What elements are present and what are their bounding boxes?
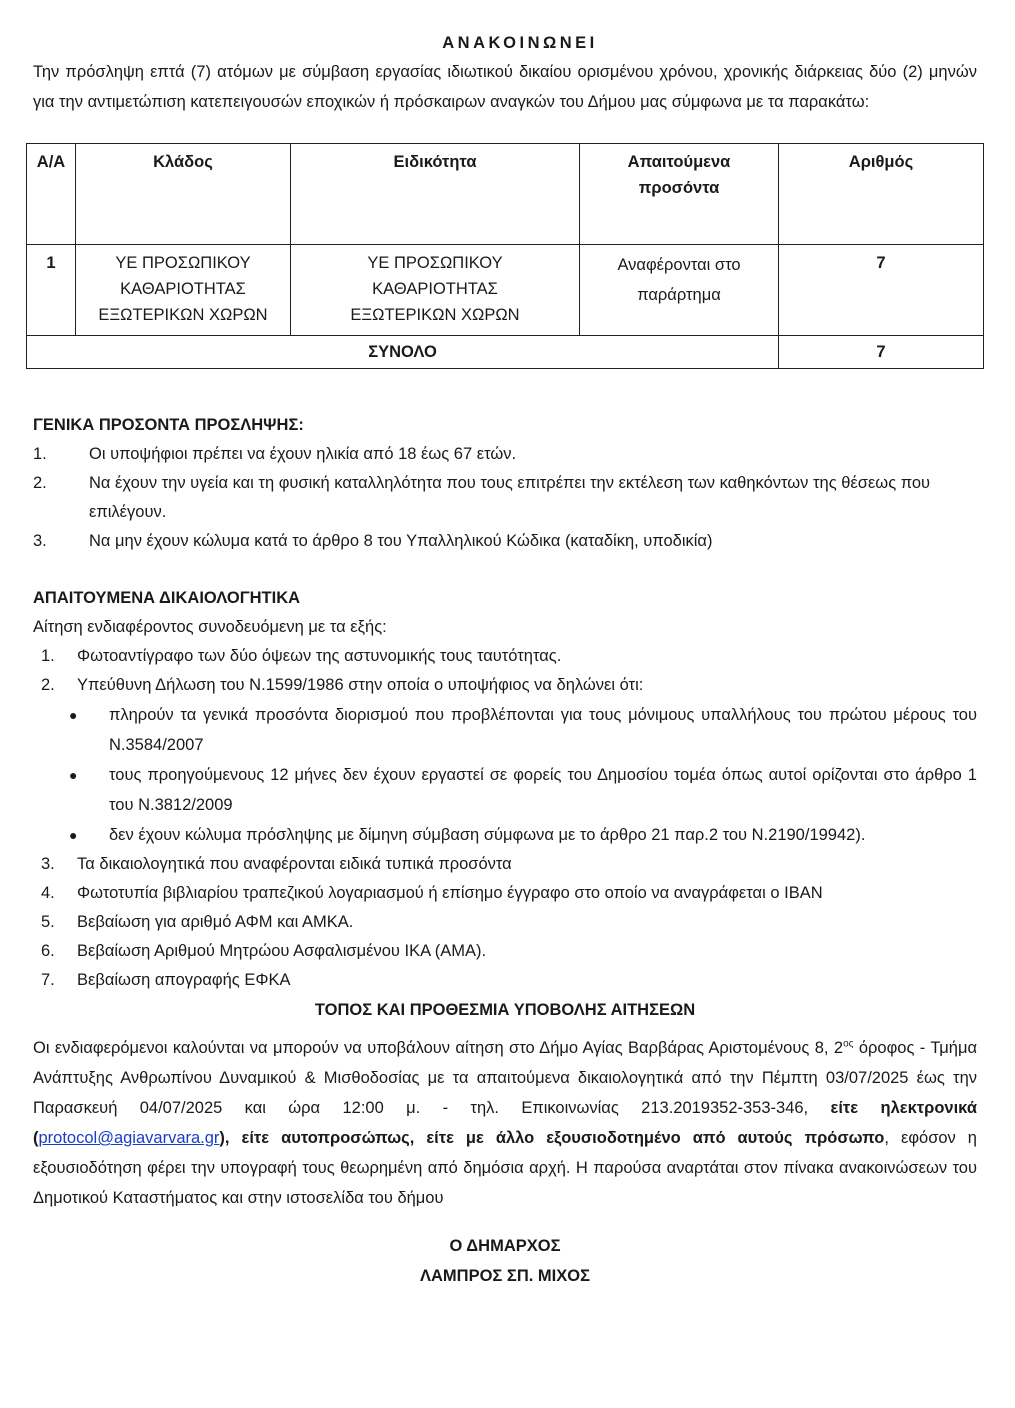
cell-aa: 1 [27, 245, 76, 336]
required-documents-lead: Αίτηση ενδιαφέροντος συνοδευόμενη με τα εξής: [33, 618, 387, 636]
list-item: 3. Τα δικαιολογητικά που αναφέρονται ειδικά τυπικά προσόντα [41, 855, 512, 873]
total-value: 7 [779, 336, 984, 369]
bullet-item: ● δεν έχουν κώλυμα πρόσληψης με δίμηνη σύμβαση σύμφωνα με το άρθρο 21 παρ.2 του Ν.2190/19942). [33, 820, 977, 850]
list-item: 7. Βεβαίωση απογραφής ΕΦΚΑ [41, 971, 291, 989]
signature-block [33, 1231, 977, 1291]
list-item: 3. Να μην έχουν κώλυμα κατά το άρθρο 8 του Υπαλληλικού Κώδικα (καταδίκη, υποδικία) [33, 532, 713, 550]
required-documents-list [33, 642, 977, 700]
submission-paragraph: Οι ενδιαφερόμενοι καλούνται να μπορούν να υποβάλουν αίτηση στο Δήμο Αγίας Βαρβάρας Αριστομένους 8, $2^{o\varsigma}$ όροφος - Τμήμα Ανάπτυξης Ανθρωπίνου Δυναμικού & Μισθοδοσίας με τα απαιτούμενα δικαιολογητικά από την Πέμπτη 03/07/2025 έως την Παρασκευή 04/07/2025 και ώρα 12:00 μ. - τηλ. Επικοινωνίας 213.2019352-353-346, είτε ηλεκτρονικά (protocol@agiavarvara.gr), είτε αυτοπροσώπως, είτε με άλλο εξουσιοδοτημένο από αυτούς πρόσωπο, εφόσον η εξουσιοδότηση φέρει την υπογραφή τους θεωρημένη από δημόσια αρχή. Η παρούσα αναρτάται στον πίνακα ανακοινώσεων του Δημοτικού Καταστήματος και στην ιστοσελίδα του δήμου [33, 1038, 977, 1207]
submission-title: ΤΟΠΟΣ ΚΑΙ ΠΡΟΘΕΣΜΙΑ ΥΠΟΒΟΛΗΣ ΑΙΤΗΣΕΩΝ [314, 1001, 696, 1019]
required-documents-list-continued [33, 850, 977, 995]
list-item: 1. Οι υποψήφιοι πρέπει να έχουν ηλικία από 18 έως 67 ετών. [33, 445, 517, 463]
list-item: 2. Να έχουν την υγεία και τη φυσική καταλληλότητα που τους επιτρέπει την εκτέλεση των καθηκόντων της θέσεως που επιλέγουν. [33, 474, 931, 521]
list-item: 1. Φωτοαντίγραφο των δύο όψεων της αστυνομικής τους ταυτότητας. [41, 647, 562, 665]
table-total-row [27, 336, 984, 369]
bullet-icon: ● [69, 827, 78, 843]
header-klados: Κλάδος [76, 144, 291, 245]
bullet-item: ● τους προηγούμενους 12 μήνες δεν έχουν εργαστεί σε φορείς του Δημοσίου τομέα όπως αυτοί ορίζονται στο άρθρο 1 του Ν.3812/2009 [33, 760, 977, 820]
bullet-item: ● πληρούν τα γενικά προσόντα διορισμού που προβλέπονται για τους μόνιμους υπαλλήλους του πρώτου μέρους του Ν.3584/2007 [33, 700, 977, 760]
bullet-icon: ● [69, 707, 78, 723]
list-item: 4. Φωτοτυπία βιβλιαρίου τραπεζικού λογαριασμού ή επίσημο έγγραφο στο οποίο να αναγράφεται ο IBAN [41, 884, 823, 902]
header-aa: Α/Α [27, 144, 76, 245]
required-documents-title: ΑΠΑΙΤΟΥΜΕΝΑ ΔΙΚΑΙΟΛΟΓΗΤΙΚΑ [33, 589, 301, 607]
cell-klados: ΥΕ ΠΡΟΣΩΠΙΚΟΥ ΚΑΘΑΡΙΟΤΗΤΑΣ ΕΞΩΤΕΡΙΚΩΝ ΧΩΡΩΝ [76, 245, 291, 336]
cell-eidikotita: ΥΕ ΠΡΟΣΩΠΙΚΟΥ ΚΑΘΑΡΙΟΤΗΤΑΣ ΕΞΩΤΕΡΙΚΩΝ ΧΩΡΩΝ [291, 245, 580, 336]
declaration-bullets [33, 700, 977, 850]
intro-paragraph: Την πρόσληψη επτά (7) ατόμων με σύμβαση εργασίας ιδιωτικού δικαίου ορισμένου χρόνου, χρονικής διάρκειας δύο (2) μηνών για την αντιμετώπιση κατεπειγουσών εποχικών ή πρόσκαιρων αναγκών του Δήμου μας σύμφωνα με τα παρακάτω: [33, 63, 977, 111]
total-label: ΣΥΝΟΛΟ [27, 336, 779, 369]
general-qualifications-list [33, 440, 977, 556]
list-item: 5. Βεβαίωση για αριθμό ΑΦΜ και ΑΜΚΑ. [41, 913, 354, 931]
header-eidikotita: Ειδικότητα [291, 144, 580, 245]
page-title: ΑΝΑΚΟΙΝΩΝΕΙ [442, 34, 598, 52]
positions-table [26, 143, 984, 369]
table-header-row [27, 144, 984, 245]
bullet-icon: ● [69, 767, 78, 783]
signature-role: Ο ΔΗΜΑΡΧΟΣ [449, 1237, 561, 1255]
header-prosonta: Απαιτούμενα προσόντα [580, 144, 779, 245]
list-item: 6. Βεβαίωση Αριθμού Μητρώου Ασφαλισμένου ΙΚΑ (ΑΜΑ). [41, 942, 487, 960]
signature-name: ΛΑΜΠΡΟΣ ΣΠ. ΜΙΧΟΣ [420, 1267, 590, 1285]
cell-prosonta: Αναφέρονται στο παράρτημα [580, 245, 779, 336]
list-item: 2. Υπεύθυνη Δήλωση του Ν.1599/1986 στην οποία ο υποψήφιος να δηλώνει ότι: [41, 676, 644, 694]
general-qualifications-title: ΓΕΝΙΚΑ ΠΡΟΣΟΝΤΑ ΠΡΟΣΛΗΨΗΣ: [33, 416, 304, 434]
table-row [27, 245, 984, 336]
announcement-document [33, 28, 977, 1291]
header-arithmos: Αριθμός [779, 144, 984, 245]
cell-arithmos: 7 [779, 245, 984, 336]
email-link[interactable]: protocol@agiavarvara.gr [38, 1129, 220, 1147]
